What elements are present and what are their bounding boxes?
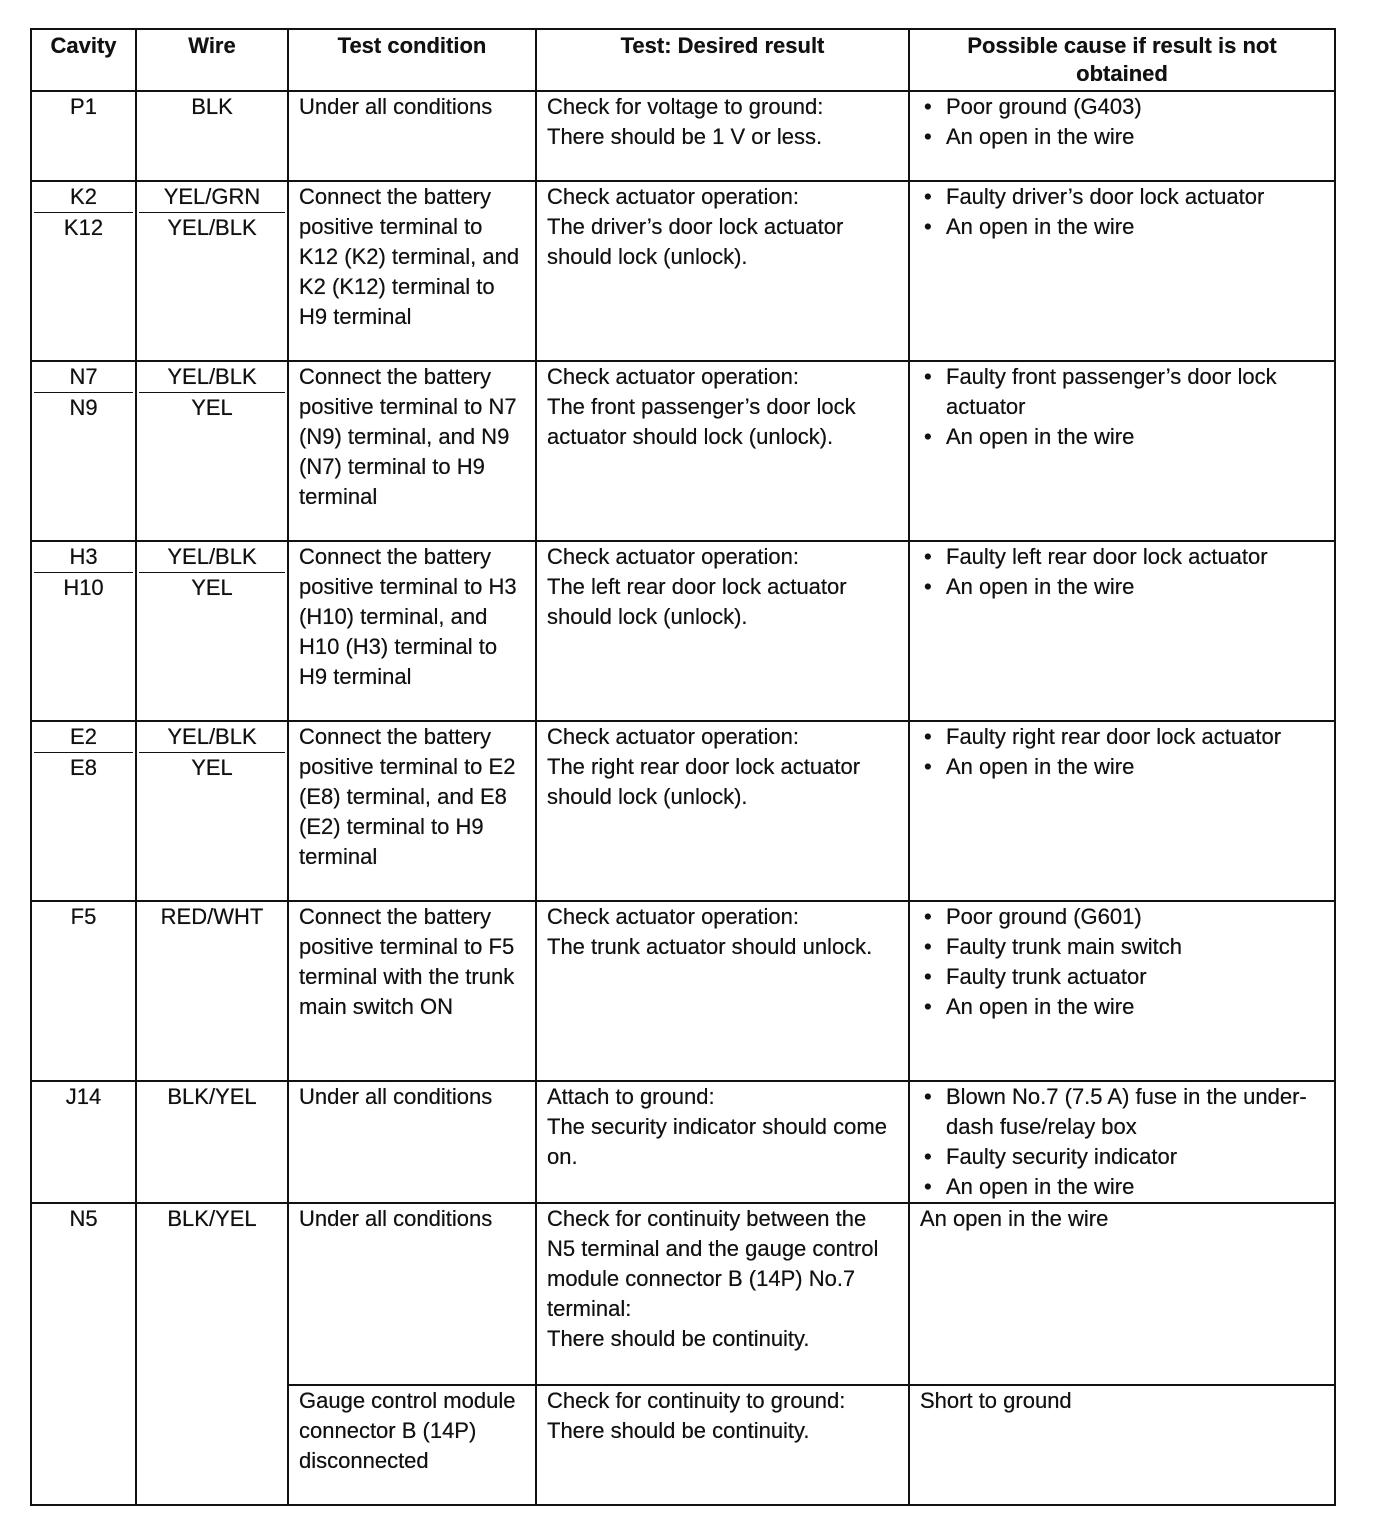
cavity-value: F5 bbox=[70, 904, 97, 929]
cavity-cell bbox=[31, 1081, 136, 1203]
result-line: There should be continuity. bbox=[547, 1418, 810, 1443]
cause-item bbox=[920, 722, 1324, 752]
wire-value: YEL/BLK bbox=[167, 215, 257, 240]
bullet-icon: • bbox=[924, 754, 932, 779]
cavity-value: N7 bbox=[34, 362, 133, 393]
cause-text: An open in the wire bbox=[946, 124, 1135, 149]
wire-cell bbox=[136, 541, 288, 721]
cause-text: An open in the wire bbox=[946, 574, 1135, 599]
wire-value: BLK bbox=[191, 94, 233, 119]
table-row bbox=[31, 181, 1335, 361]
result-line: Check actuator operation: bbox=[547, 904, 799, 929]
cavity-value: K12 bbox=[63, 215, 104, 240]
desired-result bbox=[536, 901, 909, 1081]
possible-causes bbox=[909, 721, 1335, 901]
bullet-icon: • bbox=[924, 124, 932, 149]
cause-item bbox=[920, 182, 1324, 212]
test-condition: Connect the battery positive terminal to F5 terminal with the trunk main switch ON bbox=[288, 901, 536, 1081]
cause-item bbox=[920, 362, 1324, 422]
bullet-icon: • bbox=[924, 574, 932, 599]
header-possible-cause: Possible cause if result is not obtained bbox=[909, 29, 1335, 91]
possible-causes bbox=[909, 181, 1335, 361]
bullet-icon: • bbox=[924, 1144, 932, 1169]
cavity-cell bbox=[31, 181, 136, 361]
test-condition: Connect the battery positive terminal to E2 (E8) terminal, and E8 (E2) terminal to H9 terminal bbox=[288, 721, 536, 901]
cavity-cell bbox=[31, 901, 136, 1081]
bullet-icon: • bbox=[924, 214, 932, 239]
result-line: The security indicator should come on. bbox=[547, 1114, 887, 1169]
possible-causes bbox=[909, 1203, 1335, 1385]
wire-value: YEL/BLK bbox=[139, 722, 285, 753]
result-line: The front passenger’s door lock actuator should lock (unlock). bbox=[547, 394, 856, 449]
result-line: There should be continuity. bbox=[547, 1326, 810, 1351]
result-line: Check actuator operation: bbox=[547, 364, 799, 389]
wire-value: YEL bbox=[191, 395, 233, 420]
desired-result bbox=[536, 1203, 909, 1385]
wire-value: RED/WHT bbox=[160, 904, 264, 929]
wire-value: BLK/YEL bbox=[167, 1084, 257, 1109]
test-condition: Connect the battery positive terminal to K12 (K2) terminal, and K2 (K12) terminal to H9 terminal bbox=[288, 181, 536, 361]
cause-text: An open in the wire bbox=[946, 214, 1135, 239]
cause-text: Faulty driver’s door lock actuator bbox=[946, 184, 1265, 209]
desired-result bbox=[536, 1385, 909, 1505]
cavity-value: N5 bbox=[69, 1206, 98, 1231]
result-line: The driver’s door lock actuator should lock (unlock). bbox=[547, 214, 844, 269]
cavity-value: H10 bbox=[63, 575, 104, 600]
cavity-value: E2 bbox=[34, 722, 133, 753]
wire-cell bbox=[136, 1081, 288, 1203]
cavity-cell bbox=[31, 541, 136, 721]
result-line: There should be 1 V or less. bbox=[547, 124, 823, 149]
cause-text: Faulty right rear door lock actuator bbox=[946, 724, 1282, 749]
cause-text: Short to ground bbox=[920, 1388, 1072, 1413]
desired-result bbox=[536, 541, 909, 721]
desired-result bbox=[536, 91, 909, 181]
cause-item bbox=[920, 422, 1324, 452]
result-line: Check actuator operation: bbox=[547, 184, 799, 209]
test-condition: Under all conditions bbox=[288, 1203, 536, 1385]
bullet-icon: • bbox=[924, 964, 932, 989]
wire-cell bbox=[136, 721, 288, 901]
table-row bbox=[31, 361, 1335, 541]
result-line: The left rear door lock actuator should lock (unlock). bbox=[547, 574, 847, 629]
cause-text: An open in the wire bbox=[946, 994, 1135, 1019]
cavity-value: P1 bbox=[70, 94, 97, 119]
bullet-icon: • bbox=[924, 724, 932, 749]
cause-text: Faulty security indicator bbox=[946, 1144, 1178, 1169]
cause-text: An open in the wire bbox=[946, 424, 1135, 449]
header-cavity: Cavity bbox=[31, 29, 136, 91]
cavity-cell bbox=[31, 91, 136, 181]
possible-causes bbox=[909, 91, 1335, 181]
table-row bbox=[31, 91, 1335, 181]
wire-cell bbox=[136, 361, 288, 541]
bullet-icon: • bbox=[924, 544, 932, 569]
cause-text: Poor ground (G601) bbox=[946, 904, 1142, 929]
table-row bbox=[31, 721, 1335, 901]
cavity-value: K2 bbox=[34, 182, 133, 213]
wire-value: YEL/BLK bbox=[139, 542, 285, 573]
bullet-icon: • bbox=[924, 934, 932, 959]
cause-text: Poor ground (G403) bbox=[946, 94, 1142, 119]
wire-value: YEL/GRN bbox=[139, 182, 285, 213]
bullet-icon: • bbox=[924, 1174, 932, 1199]
result-line: Attach to ground: bbox=[547, 1084, 715, 1109]
cavity-value: H3 bbox=[34, 542, 133, 573]
result-line: The trunk actuator should unlock. bbox=[547, 934, 873, 959]
bullet-icon: • bbox=[924, 904, 932, 929]
result-line: Check for continuity to ground: bbox=[547, 1388, 846, 1413]
cause-item bbox=[920, 992, 1324, 1022]
cause-text: Faulty trunk actuator bbox=[946, 964, 1147, 989]
cavity-cell bbox=[31, 721, 136, 901]
cavity-value: J14 bbox=[65, 1084, 102, 1109]
result-line: Check for continuity between the N5 terminal and the gauge control module connector B (14P) No.7 terminal: bbox=[547, 1206, 879, 1321]
wire-value: YEL bbox=[191, 575, 233, 600]
test-condition: Connect the battery positive terminal to H3 (H10) terminal, and H10 (H3) terminal to H9 terminal bbox=[288, 541, 536, 721]
cause-text: Blown No.7 (7.5 A) fuse in the under-dash fuse/relay box bbox=[946, 1084, 1307, 1139]
inspection-table bbox=[30, 28, 1336, 1506]
possible-causes bbox=[909, 1081, 1335, 1203]
cause-item bbox=[920, 122, 1324, 152]
bullet-icon: • bbox=[924, 994, 932, 1019]
possible-causes bbox=[909, 901, 1335, 1081]
bullet-icon: • bbox=[924, 184, 932, 209]
cause-item bbox=[920, 752, 1324, 782]
cause-item bbox=[920, 212, 1324, 242]
cause-text: Faulty left rear door lock actuator bbox=[946, 544, 1268, 569]
result-line: Check actuator operation: bbox=[547, 544, 799, 569]
wire-value: BLK/YEL bbox=[167, 1206, 257, 1231]
cavity-cell bbox=[31, 1203, 136, 1505]
wire-cell bbox=[136, 1203, 288, 1505]
cavity-value: E8 bbox=[70, 755, 97, 780]
cause-item bbox=[920, 92, 1324, 122]
cause-item bbox=[920, 572, 1324, 602]
header-test-condition: Test condition bbox=[288, 29, 536, 91]
cause-item bbox=[920, 932, 1324, 962]
cavity-cell bbox=[31, 361, 136, 541]
desired-result bbox=[536, 1081, 909, 1203]
cause-item bbox=[920, 542, 1324, 572]
test-condition: Under all conditions bbox=[288, 1081, 536, 1203]
header-desired-result: Test: Desired result bbox=[536, 29, 909, 91]
bullet-icon: • bbox=[924, 94, 932, 119]
cause-item bbox=[920, 1082, 1324, 1142]
wire-cell bbox=[136, 901, 288, 1081]
table-row bbox=[31, 1203, 1335, 1385]
desired-result bbox=[536, 721, 909, 901]
cause-text: An open in the wire bbox=[946, 1174, 1135, 1199]
result-line: Check for voltage to ground: bbox=[547, 94, 824, 119]
cause-item bbox=[920, 902, 1324, 932]
header-wire: Wire bbox=[136, 29, 288, 91]
test-condition: Gauge control module connector B (14P) disconnected bbox=[288, 1385, 536, 1505]
table-row bbox=[31, 1081, 1335, 1203]
cause-item bbox=[920, 1142, 1324, 1172]
header-row bbox=[31, 29, 1335, 91]
table-row bbox=[31, 901, 1335, 1081]
test-condition: Under all conditions bbox=[288, 91, 536, 181]
bullet-icon: • bbox=[924, 364, 932, 389]
test-condition: Connect the battery positive terminal to N7 (N9) terminal, and N9 (N7) terminal to H9 terminal bbox=[288, 361, 536, 541]
cause-text: An open in the wire bbox=[920, 1206, 1109, 1231]
possible-causes bbox=[909, 541, 1335, 721]
wire-cell bbox=[136, 181, 288, 361]
cavity-value: N9 bbox=[69, 395, 98, 420]
wire-value: YEL/BLK bbox=[139, 362, 285, 393]
bullet-icon: • bbox=[924, 1084, 932, 1109]
table-row bbox=[31, 541, 1335, 721]
wire-value: YEL bbox=[191, 755, 233, 780]
cause-item bbox=[920, 962, 1324, 992]
result-line: Check actuator operation: bbox=[547, 724, 799, 749]
cause-item bbox=[920, 1172, 1324, 1202]
cause-text: Faulty trunk main switch bbox=[946, 934, 1182, 959]
wire-cell bbox=[136, 91, 288, 181]
desired-result bbox=[536, 361, 909, 541]
cause-text: Faulty front passenger’s door lock actuator bbox=[946, 364, 1277, 419]
bullet-icon: • bbox=[924, 424, 932, 449]
cause-text: An open in the wire bbox=[946, 754, 1135, 779]
possible-causes bbox=[909, 361, 1335, 541]
desired-result bbox=[536, 181, 909, 361]
possible-causes bbox=[909, 1385, 1335, 1505]
result-line: The right rear door lock actuator should lock (unlock). bbox=[547, 754, 861, 809]
